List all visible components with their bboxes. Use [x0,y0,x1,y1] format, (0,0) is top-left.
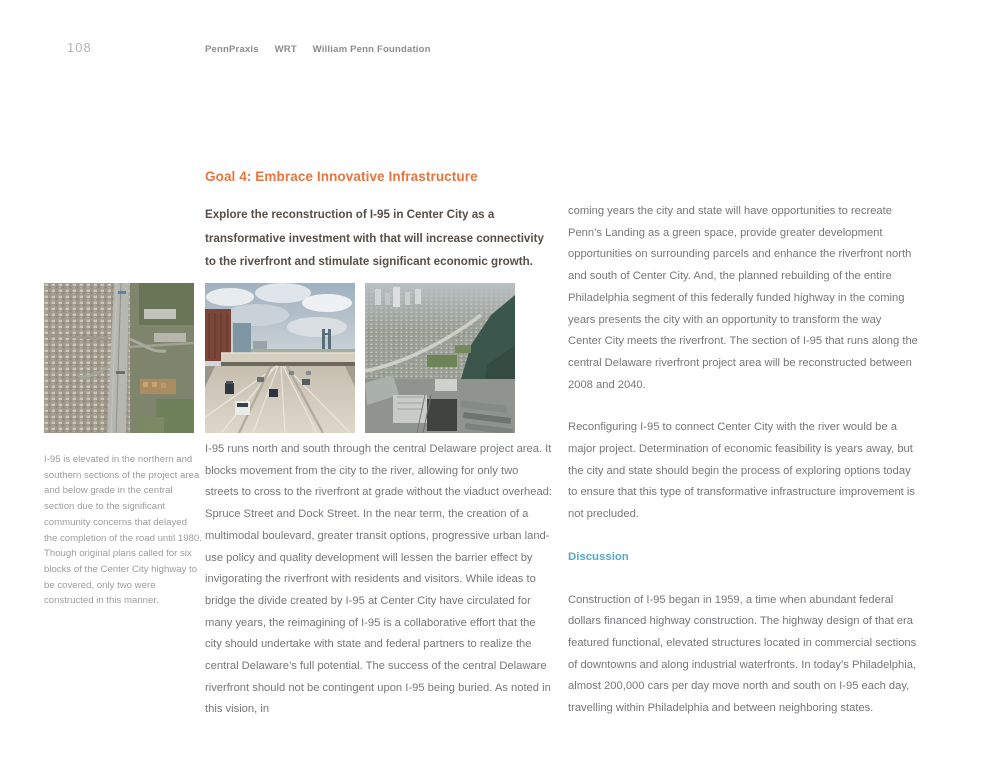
discussion-paragraph: Construction of I-95 began in 1959, a time when abundant federal dollars financed highway construction. The highway design of that era featured functional, elevated structures located in commercial sections of downtowns and along industrial waterfronts. In today’s Philadelphia, almost 200,000 cars per day move north and south on I-95 each day, travelling within Philadelphia and between neighboring states. [568,593,917,715]
photo-below-grade-i95-lanes-art [205,283,355,433]
aerial-photo-riverfront-i95-art [365,283,515,433]
aerial-photo-riverfront-i95 [365,283,515,433]
body-column-right [568,201,918,741]
page-number: 108 [67,40,92,55]
body-paragraph: Reconfiguring I-95 to connect Center City with the river would be a major project. Determination of economic feasibility is years away, but the city and state should begin the process of exploring options today to ensure that this type of transformative infrastructure improvement is not precluded. [568,421,915,521]
brand-william-penn-foundation: William Penn Foundation [312,44,431,55]
goal-lede: Explore the reconstruction of I-95 in Center City as a transformative investment with that will increase connectivity to the riverfront and stimulate significant economic growth. [205,208,544,268]
body-paragraph: coming years the city and state will have opportunities to recreate Penn’s Landing as a green space, provide greater development opportunities on surrounding parcels and enhance the riverfront north and south of Center City. And, the planned rebuilding of the entire Philadelphia segment of this federally funded highway in the coming years presents the city with an opportunity to transform the way Center City meets the riverfront. The section of I-95 that runs along the central Delaware riverfront project area will be reconstructed between 2008 and 2040. [568,205,918,391]
figure-caption: I-95 is elevated in the northern and southern sections of the project area and below grade in the central section due to the significant community concerns that delayed the completion of the road until 1980. Though original plans called for six blocks of the Center City highway to be covered, only two were constructed in this manner. [44,454,202,607]
photo-below-grade-i95-lanes [205,283,355,433]
body-column-middle [205,439,553,742]
aerial-photo-elevated-i95 [44,283,194,433]
brand-pennpraxis: PennPraxis [205,44,259,55]
aerial-photo-elevated-i95-art [44,283,194,433]
goal-title: Goal 4: Embrace Innovative Infrastructure [205,169,478,184]
brand-wrt: WRT [274,44,297,55]
discussion-heading: Discussion [568,550,629,563]
header-brands [205,44,444,55]
body-paragraph: I-95 runs north and south through the central Delaware project area. It blocks movement from the city to the river, allowing for only two streets to cross to the riverfront at grade without the viaduct overhead: Spruce Street and Dock Street. In the near term, the creation of a multimodal boulevard, greater transit options, progressive urban land-use policy and quality development will lessen the barrier effect by invigorating the riverfront with residents and visitors. While ideas to bridge the divide created by I-95 at Center City have circulated for many years, the reimagining of I-95 is a collaborative effort that the city should undertake with state and federal partners to realize the central Delaware’s full potential. The success of the central Delaware riverfront should not be contingent upon I-95 being buried. As noted in this vision, in [205,443,552,716]
